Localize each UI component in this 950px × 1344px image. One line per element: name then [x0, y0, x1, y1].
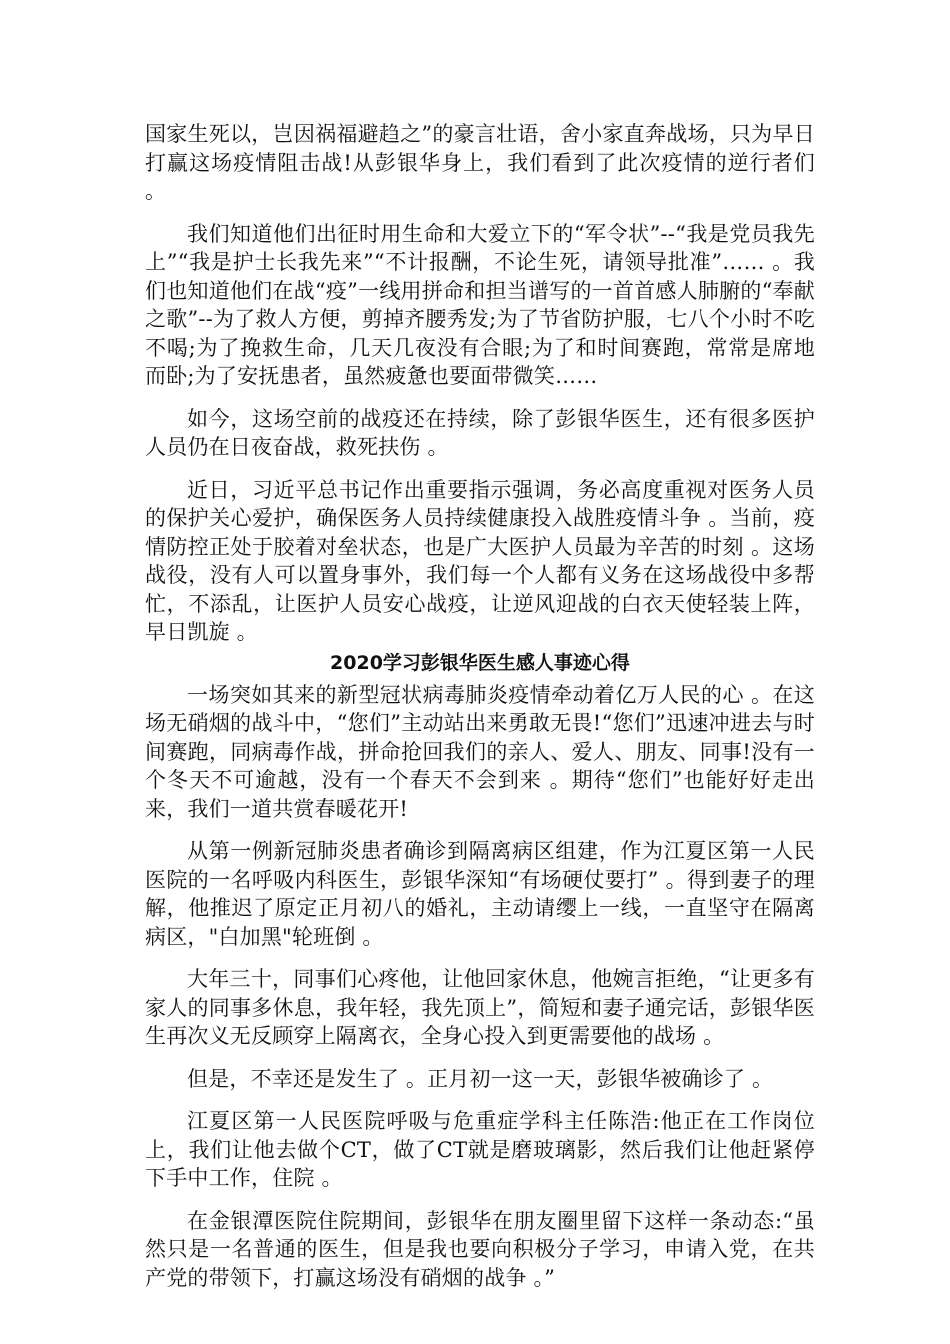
paragraph-instructions: 近日，习近平总书记作出重要指示强调，务必高度重视对医务人员的保护关心爱护，确保医务人员持续健康投入战胜疫情斗争 。当前，疫情防控正处于胶着对垒状态，也是广大医护人员最为辛苦的时刻 。这场战役，没有人可以置身事外，我们每一个人都有义务在这场战役中多帮忙，不添乱，让医护人员安心战疫，让逆风迎战的白衣天使轻装上阵，早日凯旋 。: [145, 477, 815, 644]
paragraph-continuation: 国家生死以，岂因祸福避趋之”的豪言壮语，舍小家直奔战场，只为早日打赢这场疫情阻击战!从彭银华身上，我们看到了此次疫情的逆行者们 。: [145, 122, 815, 203]
paragraph-wechat-post: 在金银潭医院住院期间，彭银华在朋友圈里留下这样一条动态:“虽然只是一名普通的医生，但是我也要向积极分子学习，申请入党，在共产党的带领下，打赢这场没有硝烟的战争 。”: [145, 1208, 815, 1290]
paragraph-new-year-eve: 大年三十，同事们心疼他，让他回家休息，他婉言拒绝，“让更多有家人的同事多休息，我年轻，我先顶上”，简短和妻子通完话，彭银华医生再次义无反顾穿上隔离衣，全身心投入到更需要他的战场 。: [145, 967, 815, 1048]
paragraph-first-case: 从第一例新冠肺炎患者确诊到隔离病区组建，作为江夏区第一人民医院的一名呼吸内科医生，彭银华深知“有场硬仗要打” 。得到妻子的理解，他推迟了原定正月初八的婚礼，主动请缨上一线，一直坚守在隔离病区，"白加黑"轮班倒 。: [145, 839, 815, 949]
section-title: 2020学习彭银华医生感人事迹心得: [330, 651, 630, 674]
document-page: [145, 120, 815, 1306]
paragraph-military-pledge: 我们知道他们出征时用生命和大爱立下的“军令状”--“我是党员我先上”“我是护士长我先来”“不计报酬，不论生死，请领导批准”…… 。我们也知道他们在战“疫”一线用拼命和担当谱写的一首首感人肺腑的“奉献之歌”--为了救人方便，剪掉齐腰秀发;为了节省防护服，七八个小时不吃不喝;为了挽救生命，几天几夜没有合眼;为了和时间赛跑，常常是席地而卧;为了安抚患者，虽然疲惫也要面带微笑……: [145, 221, 815, 388]
paragraph-ongoing-battle: 如今，这场空前的战疫还在持续，除了彭银华医生，还有很多医护人员仍在日夜奋战，救死扶伤 。: [145, 406, 815, 459]
paragraph-diagnosis: 但是，不幸还是发生了 。正月初一这一天，彭银华被确诊了 。: [187, 1066, 774, 1091]
paragraph-epidemic-intro: 一场突如其来的新型冠状病毒肺炎疫情牵动着亿万人民的心 。在这场无硝烟的战斗中，“您们”主动站出来勇敢无畏!“您们”迅速冲进去与时间赛跑，同病毒作战，拼命抢回我们的亲人、爱人、朋友、同事!没有一个冬天不可逾越，没有一个春天不会到来 。期待“您们”也能好好走出来，我们一道共赏春暖花开!: [145, 682, 815, 821]
paragraph-director-quote: 江夏区第一人民医院呼吸与危重症学科主任陈浩:他正在工作岗位上，我们让他去做个CT，做了CT就是磨玻璃影，然后我们让他赶紧停下手中工作，住院 。: [145, 1109, 815, 1190]
